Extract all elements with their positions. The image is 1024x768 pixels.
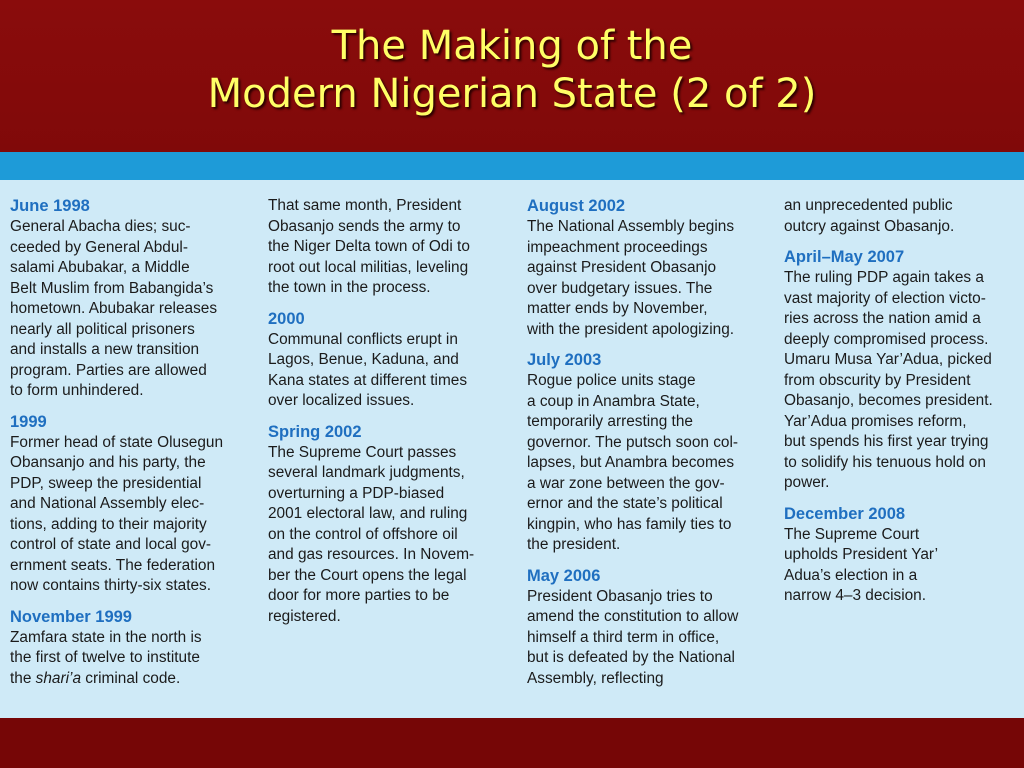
- timeline-text-line: upholds President Yar’: [784, 546, 939, 563]
- timeline-entry: [527, 350, 765, 556]
- timeline-date: May 2006: [527, 566, 601, 585]
- timeline-text-line: with the president apologizing.: [527, 320, 735, 338]
- timeline-text-line: the president.: [527, 536, 621, 553]
- timeline-text-line: nearly all political prisoners: [10, 320, 195, 338]
- timeline-text-line: narrow 4–3 decision.: [784, 587, 927, 604]
- timeline-text-line: the shari’a criminal code.: [10, 669, 181, 687]
- timeline-text-line: Obansanjo and his party, the: [10, 454, 206, 471]
- timeline-date: Spring 2002: [268, 422, 362, 441]
- timeline-entry: [784, 196, 1020, 237]
- timeline-text-line: ernment seats. The federation: [10, 556, 216, 574]
- timeline-column-1: [10, 196, 248, 699]
- timeline-text-line: Zamfara state in the north is: [10, 628, 202, 646]
- timeline-text-line: General Abacha dies; suc-: [10, 218, 191, 235]
- timeline-text-line: Lagos, Benue, Kaduna, and: [268, 351, 459, 368]
- timeline-text-line: against President Obasanjo: [527, 259, 717, 276]
- accent-bar: [0, 152, 1024, 180]
- slide-title: [0, 22, 1024, 118]
- timeline-text-line: but is defeated by the National: [527, 649, 735, 666]
- timeline-text-line: governor. The putsch soon col-: [527, 433, 739, 451]
- timeline-date: 2000: [268, 309, 305, 328]
- timeline-date: August 2002: [527, 197, 626, 215]
- timeline-entry: [10, 412, 248, 597]
- timeline-text-line: 2001 electoral law, and ruling: [268, 505, 468, 522]
- timeline-text-line: Obasanjo sends the army to: [268, 217, 461, 235]
- timeline-text-line: lapses, but Anambra becomes: [527, 454, 735, 471]
- timeline-text-line: Obasanjo, becomes president.: [784, 392, 993, 409]
- timeline-date: June 1998: [10, 197, 90, 215]
- timeline-text-line: deeply compromised process.: [784, 330, 989, 348]
- timeline-text-line: temporarily arresting the: [527, 413, 693, 430]
- timeline-text-line: Communal conflicts erupt in: [268, 330, 458, 348]
- timeline-text-line: hometown. Abubakar releases: [10, 300, 218, 317]
- timeline-text-line: on the control of offshore oil: [268, 525, 458, 543]
- timeline-text-line: the first of twelve to institute: [10, 649, 200, 666]
- timeline-date: 1999: [10, 412, 47, 431]
- timeline-date: July 2003: [527, 351, 602, 369]
- timeline-column-2: [268, 196, 506, 637]
- title-line-1: The Making of the: [331, 23, 693, 69]
- timeline-text-line: ries across the nation amid a: [784, 310, 981, 327]
- timeline-text-line: a war zone between the gov-: [527, 474, 725, 492]
- timeline-text-line: The National Assembly begins: [527, 218, 735, 235]
- timeline-text-line: ber the Court opens the legal: [268, 566, 467, 584]
- timeline-date: April–May 2007: [784, 248, 905, 266]
- timeline-entry: [10, 196, 248, 402]
- timeline-text-line: to solidify his tenuous hold on: [784, 453, 986, 471]
- timeline-text-line: but spends his first year trying: [784, 433, 989, 450]
- timeline-text-line: now contains thirty-six states.: [10, 577, 212, 594]
- timeline-entry: [10, 607, 248, 690]
- timeline-text-line: overturning a PDP-biased: [268, 484, 445, 502]
- timeline-text-line: root out local militias, leveling: [268, 258, 469, 276]
- timeline-column-3: [527, 196, 765, 699]
- timeline-text-line: PDP, sweep the presidential: [10, 474, 202, 492]
- timeline-column-4: [784, 196, 1020, 617]
- timeline-text-line: several landmark judgments,: [268, 464, 465, 481]
- timeline-date: November 1999: [10, 607, 132, 626]
- footer-band: [0, 718, 1024, 768]
- timeline-text-line: power.: [784, 474, 830, 491]
- timeline-text-line: Assembly, reflecting: [527, 669, 664, 687]
- timeline-text-line: a coup in Anambra State,: [527, 392, 700, 410]
- timeline-text-line: and gas resources. In Novem-: [268, 546, 475, 563]
- timeline-text-line: door for more parties to be: [268, 587, 450, 604]
- timeline-text-line: from obscurity by President: [784, 371, 971, 389]
- timeline-text-line: program. Parties are allowed: [10, 361, 207, 379]
- timeline-text-line: impeachment proceedings: [527, 238, 708, 256]
- timeline-text-line: kingpin, who has family ties to: [527, 515, 732, 533]
- timeline-text-line: over localized issues.: [268, 392, 415, 409]
- timeline-text-line: amend the constitution to allow: [527, 608, 739, 625]
- timeline-text-line: Yar’Adua promises reform,: [784, 412, 967, 430]
- timeline-text-line: Umaru Musa Yar’Adua, picked: [784, 351, 992, 368]
- timeline-text-line: vast majority of election victo-: [784, 289, 986, 307]
- timeline-text-line: The ruling PDP again takes a: [784, 269, 984, 286]
- timeline-text-line: Belt Muslim from Babangida’s: [10, 279, 214, 297]
- timeline-entry: [268, 196, 506, 299]
- timeline-text-line: control of state and local gov-: [10, 536, 212, 553]
- timeline-text-line: outcry against Obasanjo.: [784, 217, 955, 235]
- timeline-entry: [784, 504, 1020, 607]
- timeline-text-line: and installs a new transition: [10, 341, 200, 358]
- timeline-text-line: the town in the process.: [268, 279, 431, 296]
- timeline-text-line: salami Abubakar, a Middle: [10, 259, 190, 276]
- timeline-text-line: The Supreme Court: [784, 525, 920, 543]
- timeline-entry: [784, 247, 1020, 494]
- timeline-text-line: President Obasanjo tries to: [527, 587, 713, 605]
- timeline-text-line: matter ends by November,: [527, 300, 708, 317]
- timeline-text-line: That same month, President: [268, 197, 462, 214]
- timeline-text-line: Rogue police units stage: [527, 372, 696, 389]
- timeline-text-line: ernor and the state’s political: [527, 495, 723, 512]
- timeline-entry: [268, 422, 506, 628]
- timeline-text-line: Former head of state Olusegun: [10, 433, 224, 451]
- timeline-text-line: registered.: [268, 607, 341, 625]
- timeline-text-line: and National Assembly elec-: [10, 495, 205, 512]
- timeline-date: December 2008: [784, 504, 906, 523]
- title-line-2: Modern Nigerian State (2 of 2): [207, 71, 817, 117]
- timeline-text-line: to form unhindered.: [10, 382, 144, 399]
- timeline-text-line: Kana states at different times: [268, 371, 468, 389]
- timeline-text-line: the Niger Delta town of Odi to: [268, 238, 470, 255]
- timeline-text-line: Adua’s election in a: [784, 566, 918, 584]
- timeline-entry: [527, 566, 765, 690]
- timeline-entry: [268, 309, 506, 412]
- timeline-text-line: ceeded by General Abdul-: [10, 238, 188, 256]
- timeline-entry: [527, 196, 765, 340]
- timeline-text-line: tions, adding to their majority: [10, 515, 207, 533]
- timeline-text-line: an unprecedented public: [784, 197, 953, 214]
- timeline-text-line: over budgetary issues. The: [527, 279, 713, 297]
- timeline-text-line: The Supreme Court passes: [268, 443, 457, 461]
- timeline-text-line: himself a third term in office,: [527, 628, 720, 646]
